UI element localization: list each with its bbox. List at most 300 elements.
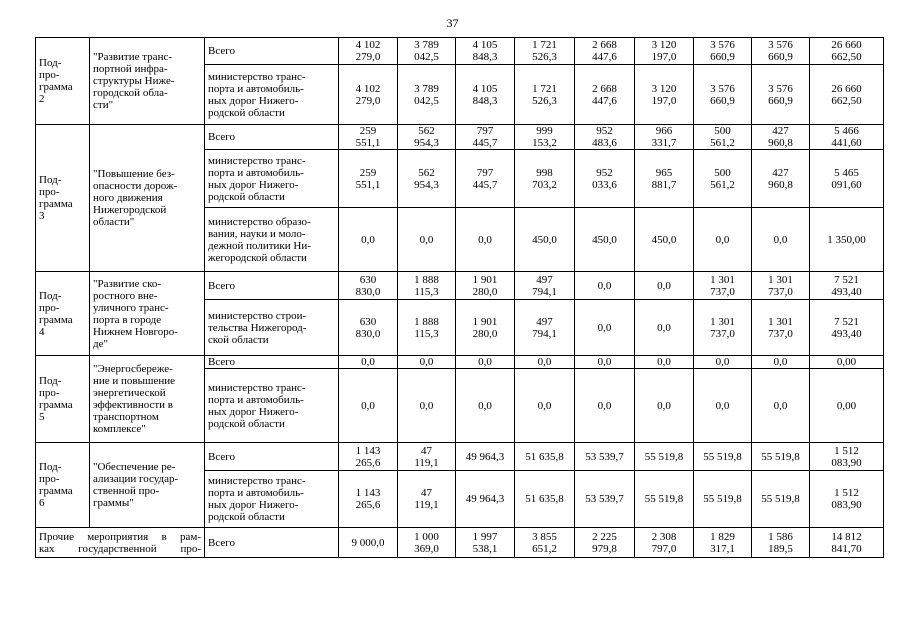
value-line: 441,60 bbox=[831, 137, 862, 149]
value-line: 55 519,8 bbox=[761, 450, 800, 463]
value-cell bbox=[575, 208, 635, 272]
value-line: 1 721 bbox=[532, 82, 557, 95]
value-line: 447,6 bbox=[592, 51, 617, 63]
value-line: 1 888 bbox=[414, 315, 439, 328]
value-line: 119,1 bbox=[414, 499, 439, 511]
value-line: 331,7 bbox=[651, 137, 677, 149]
value-line: 2 308 bbox=[651, 530, 677, 543]
subprogram-label-cell bbox=[36, 125, 90, 272]
value-line: 091,60 bbox=[831, 178, 862, 191]
subprogram-name-line: ственной про- bbox=[93, 485, 160, 497]
value-line: 0,0 bbox=[419, 399, 434, 412]
value-cell bbox=[810, 125, 884, 150]
value-line: 0,0 bbox=[537, 356, 552, 368]
value-cell bbox=[398, 272, 456, 300]
subprogram-name-line: эффективности в bbox=[93, 399, 173, 411]
subprogram-label-line: про- bbox=[39, 473, 60, 485]
value-line: 0,0 bbox=[419, 233, 434, 246]
subprogram-name-line: Нижнем Новгоро- bbox=[93, 325, 178, 338]
value-line: 3 789 bbox=[414, 39, 439, 51]
value-line: 0,0 bbox=[773, 356, 788, 368]
executor-line: Всего bbox=[208, 536, 235, 549]
value-line: 0,0 bbox=[478, 233, 492, 246]
subprogram-name-line: портной инфра- bbox=[93, 63, 168, 75]
value-cell bbox=[752, 272, 810, 300]
value-cell bbox=[398, 443, 456, 471]
subprogram-name-line: порта в городе bbox=[93, 313, 162, 326]
value-line: 562 bbox=[418, 166, 435, 179]
value-line: 26 660 bbox=[831, 82, 862, 95]
value-line: 0,0 bbox=[478, 399, 492, 412]
value-cell bbox=[810, 443, 884, 471]
value-line: 1 901 bbox=[472, 273, 498, 286]
value-cell bbox=[694, 125, 752, 150]
value-line: 483,6 bbox=[592, 137, 617, 149]
value-cell bbox=[635, 125, 694, 150]
value-cell bbox=[635, 369, 694, 443]
value-line: 630 bbox=[359, 273, 377, 286]
value-cell bbox=[752, 300, 810, 356]
value-line: 259 bbox=[359, 125, 377, 137]
executor-line: ской области bbox=[208, 333, 269, 346]
value-line: 265,6 bbox=[355, 456, 381, 469]
subprogram-name-cell bbox=[90, 272, 205, 356]
value-cell bbox=[635, 150, 694, 208]
value-cell bbox=[339, 208, 398, 272]
value-line: 662,50 bbox=[831, 94, 862, 107]
subprogram-label-cell bbox=[36, 272, 90, 356]
value-line: 830,0 bbox=[355, 327, 381, 340]
value-line: 3 855 bbox=[532, 530, 557, 543]
value-cell bbox=[752, 208, 810, 272]
value-line: 189,5 bbox=[768, 542, 793, 555]
value-line: 660,9 bbox=[768, 51, 793, 63]
value-line: 7 521 bbox=[834, 273, 859, 286]
value-cell bbox=[515, 150, 575, 208]
subprogram-name-line: ализации государ- bbox=[93, 473, 179, 485]
value-line: 259 bbox=[359, 166, 377, 179]
value-line: 660,9 bbox=[710, 94, 735, 107]
value-cell bbox=[456, 300, 515, 356]
executor-line: Всего bbox=[208, 131, 235, 143]
value-line: 0,0 bbox=[537, 399, 552, 412]
value-line: 630 bbox=[359, 315, 377, 328]
value-line: 450,0 bbox=[592, 233, 617, 246]
executor-line: родской области bbox=[208, 106, 285, 119]
value-line: 1 000 bbox=[414, 530, 439, 543]
executor-line: Всего bbox=[208, 356, 235, 368]
value-line: 7 521 bbox=[834, 315, 859, 328]
value-line: 445,7 bbox=[472, 137, 498, 149]
executor-cell bbox=[205, 471, 339, 528]
value-cell bbox=[339, 272, 398, 300]
value-cell bbox=[694, 443, 752, 471]
value-cell bbox=[398, 356, 456, 369]
value-line: 49 964,3 bbox=[465, 450, 505, 463]
value-cell bbox=[752, 471, 810, 528]
value-cell bbox=[515, 125, 575, 150]
value-line: 3 576 bbox=[710, 82, 735, 95]
executor-line: ных дорог Нижего- bbox=[208, 178, 299, 191]
value-line: 1 721 bbox=[532, 39, 557, 51]
value-cell bbox=[456, 38, 515, 65]
value-cell bbox=[694, 300, 752, 356]
value-cell bbox=[810, 208, 884, 272]
value-line: 26 660 bbox=[831, 39, 862, 51]
value-line: 279,0 bbox=[355, 51, 381, 63]
value-line: 1 350,00 bbox=[827, 233, 866, 246]
value-cell bbox=[575, 356, 635, 369]
table-row bbox=[36, 443, 884, 471]
value-line: 0,0 bbox=[773, 233, 788, 246]
value-line: 1 143 bbox=[355, 487, 381, 499]
value-cell bbox=[694, 528, 752, 558]
value-line: 119,1 bbox=[414, 456, 439, 469]
value-cell bbox=[810, 528, 884, 558]
value-line: 737,0 bbox=[768, 285, 793, 298]
value-cell bbox=[575, 65, 635, 125]
value-line: 083,90 bbox=[831, 456, 862, 469]
value-line: 0,0 bbox=[773, 399, 788, 412]
value-line: 954,3 bbox=[414, 137, 439, 149]
value-cell bbox=[694, 208, 752, 272]
executor-line: министерство образо- bbox=[208, 215, 311, 228]
value-line: 551,1 bbox=[355, 137, 381, 149]
page-number: 37 bbox=[446, 16, 459, 30]
value-cell bbox=[694, 38, 752, 65]
value-line: 526,3 bbox=[532, 94, 557, 107]
subprogram-name-line: структуры Ниже- bbox=[93, 75, 175, 87]
value-line: 551,1 bbox=[355, 178, 381, 191]
value-line: 737,0 bbox=[710, 285, 735, 298]
value-cell bbox=[694, 356, 752, 369]
value-line: 1 888 bbox=[414, 273, 439, 286]
value-line: 526,3 bbox=[532, 51, 557, 63]
value-line: 2 668 bbox=[592, 39, 617, 51]
value-cell bbox=[456, 471, 515, 528]
value-line: 0,0 bbox=[597, 399, 612, 412]
value-cell bbox=[339, 38, 398, 65]
value-cell bbox=[339, 369, 398, 443]
value-line: 2 225 bbox=[592, 530, 617, 543]
subprogram-name-line: области" bbox=[93, 216, 135, 228]
value-line: 1 301 bbox=[710, 273, 735, 286]
value-line: 53 539,7 bbox=[585, 493, 624, 505]
subprogram-name-cell bbox=[90, 125, 205, 272]
value-cell bbox=[694, 369, 752, 443]
subprogram-name-line: "Развитие транс- bbox=[93, 51, 172, 63]
other-activities-cell bbox=[36, 528, 205, 558]
value-line: 1 143 bbox=[355, 444, 381, 457]
value-line: 2 668 bbox=[592, 82, 617, 95]
subprogram-name-line: комплексе" bbox=[93, 423, 146, 435]
value-cell bbox=[810, 471, 884, 528]
executor-cell bbox=[205, 150, 339, 208]
value-line: 083,90 bbox=[831, 499, 862, 511]
value-line: 999 bbox=[536, 125, 553, 137]
value-line: 3 576 bbox=[710, 39, 735, 51]
value-line: 561,2 bbox=[710, 137, 735, 149]
budget-table-body bbox=[36, 38, 884, 558]
value-line: 497 bbox=[536, 273, 553, 286]
subprogram-label-line: 6 bbox=[39, 497, 45, 509]
table-row bbox=[36, 125, 884, 150]
value-cell bbox=[398, 528, 456, 558]
value-cell bbox=[810, 369, 884, 443]
value-line: 954,3 bbox=[414, 178, 439, 191]
value-line: 841,70 bbox=[831, 542, 862, 555]
subprogram-name-cell bbox=[90, 356, 205, 443]
value-line: 280,0 bbox=[472, 285, 498, 298]
subprogram-label-line: Под- bbox=[39, 57, 62, 69]
value-line: 561,2 bbox=[710, 178, 735, 191]
value-cell bbox=[635, 65, 694, 125]
executor-line: ных дорог Нижего- bbox=[208, 499, 299, 511]
value-cell bbox=[456, 528, 515, 558]
value-line: 703,2 bbox=[532, 178, 557, 191]
subprogram-label-line: 2 bbox=[39, 93, 45, 105]
value-line: 1 901 bbox=[472, 315, 498, 328]
value-line: 966 bbox=[655, 125, 673, 137]
value-line: 53 539,7 bbox=[585, 450, 624, 463]
value-line: 1 829 bbox=[710, 530, 735, 543]
subprogram-label-line: грамма bbox=[39, 485, 73, 497]
subprogram-name-cell bbox=[90, 443, 205, 528]
value-cell bbox=[752, 125, 810, 150]
executor-cell bbox=[205, 125, 339, 150]
subprogram-name-line: ного движения bbox=[93, 192, 163, 204]
value-line: 797 bbox=[476, 166, 494, 179]
subprogram-label-line: грамма bbox=[39, 81, 73, 93]
value-cell bbox=[635, 300, 694, 356]
value-line: 3 576 bbox=[768, 39, 793, 51]
subprogram-label-line: Под- bbox=[39, 461, 62, 473]
value-cell bbox=[635, 272, 694, 300]
value-line: 960,8 bbox=[768, 178, 793, 191]
value-line: 55 519,8 bbox=[644, 450, 684, 463]
value-line: 848,3 bbox=[472, 94, 498, 107]
executor-line: вания, науки и моло- bbox=[208, 227, 306, 240]
value-cell bbox=[575, 528, 635, 558]
value-line: 500 bbox=[714, 125, 731, 137]
value-line: 0,0 bbox=[657, 356, 671, 368]
value-cell bbox=[635, 38, 694, 65]
value-cell bbox=[515, 369, 575, 443]
value-line: 51 635,8 bbox=[525, 450, 564, 463]
executor-line: тельства Нижегород- bbox=[208, 321, 307, 334]
executor-line: министерство транс- bbox=[208, 475, 306, 487]
value-line: 279,0 bbox=[355, 94, 381, 107]
value-line: 0,0 bbox=[657, 321, 671, 334]
value-line: 979,8 bbox=[592, 542, 617, 555]
value-line: 55 519,8 bbox=[703, 493, 742, 505]
value-line: 493,40 bbox=[831, 327, 862, 340]
value-cell bbox=[575, 272, 635, 300]
value-line: 0,0 bbox=[715, 233, 730, 246]
value-line: 1 586 bbox=[768, 530, 793, 543]
executor-line: порта и автомобиль- bbox=[208, 487, 304, 499]
value-line: 797,0 bbox=[651, 542, 677, 555]
value-line: 265,6 bbox=[355, 499, 381, 511]
value-cell bbox=[398, 65, 456, 125]
subprogram-name-line: "Повышение без- bbox=[93, 168, 175, 180]
value-cell bbox=[515, 65, 575, 125]
table-row-other bbox=[36, 528, 884, 558]
value-line: 4 105 bbox=[472, 39, 498, 51]
executor-line: ных дорог Нижего- bbox=[208, 405, 299, 418]
value-line: 1 301 bbox=[768, 273, 793, 286]
subprogram-label-line: про- bbox=[39, 301, 60, 314]
value-cell bbox=[398, 300, 456, 356]
value-line: 427 bbox=[772, 125, 789, 137]
value-cell bbox=[752, 443, 810, 471]
value-cell bbox=[635, 443, 694, 471]
value-line: 3 120 bbox=[651, 39, 677, 51]
value-line: 1 512 bbox=[834, 487, 859, 499]
subprogram-name-line: ростного вне- bbox=[93, 289, 158, 302]
value-line: 9 000,0 bbox=[351, 536, 385, 549]
value-cell bbox=[752, 150, 810, 208]
value-cell bbox=[752, 65, 810, 125]
subprogram-label-line: Под- bbox=[39, 289, 62, 302]
subprogram-name-line: Нижегородской bbox=[93, 204, 167, 216]
executor-line: родской области bbox=[208, 190, 285, 203]
subprogram-label-line: грамма bbox=[39, 198, 73, 210]
executor-line: Всего bbox=[208, 279, 235, 292]
value-cell bbox=[694, 150, 752, 208]
subprogram-name-line: энергетической bbox=[93, 387, 166, 399]
value-cell bbox=[398, 125, 456, 150]
value-line: 5 466 bbox=[834, 125, 859, 137]
value-cell bbox=[515, 300, 575, 356]
subprogram-label-line: Под- bbox=[39, 375, 62, 387]
executor-cell bbox=[205, 38, 339, 65]
value-line: 493,40 bbox=[831, 285, 862, 298]
value-cell bbox=[810, 356, 884, 369]
value-line: 445,7 bbox=[472, 178, 498, 191]
value-line: 3 789 bbox=[414, 82, 439, 95]
subprogram-name-line: граммы" bbox=[93, 497, 134, 509]
executor-cell bbox=[205, 208, 339, 272]
value-line: 952 bbox=[596, 166, 613, 179]
value-cell bbox=[398, 208, 456, 272]
value-line: 0,0 bbox=[597, 321, 612, 334]
value-line: 5 465 bbox=[834, 166, 859, 179]
executor-line: дежной политики Ни- bbox=[208, 239, 311, 252]
subprogram-label-cell bbox=[36, 443, 90, 528]
value-cell bbox=[339, 125, 398, 150]
value-line: 662,50 bbox=[831, 51, 862, 63]
subprogram-name-line: "Энергосбереже- bbox=[93, 363, 173, 375]
executor-line: министерство транс- bbox=[208, 381, 306, 394]
value-cell bbox=[810, 272, 884, 300]
value-line: 0,0 bbox=[657, 279, 671, 292]
value-cell bbox=[810, 150, 884, 208]
value-line: 450,0 bbox=[532, 233, 557, 246]
value-cell bbox=[339, 528, 398, 558]
executor-line: Всего bbox=[208, 45, 235, 57]
subprogram-label-line: Под- bbox=[39, 174, 62, 186]
value-cell bbox=[515, 208, 575, 272]
value-line: 197,0 bbox=[651, 51, 677, 63]
value-cell bbox=[339, 356, 398, 369]
executor-line: министерство строи- bbox=[208, 309, 307, 322]
value-line: 115,3 bbox=[414, 285, 439, 298]
value-line: 3 120 bbox=[651, 82, 677, 95]
value-line: 4 102 bbox=[355, 39, 381, 51]
table-row bbox=[36, 356, 884, 369]
value-cell bbox=[575, 38, 635, 65]
subprogram-label-line: 4 bbox=[39, 325, 45, 338]
value-line: 794,1 bbox=[532, 285, 557, 298]
subprogram-name-line: де" bbox=[93, 337, 108, 350]
value-line: 500 bbox=[714, 166, 731, 179]
value-line: 0,0 bbox=[361, 399, 375, 412]
value-line: 042,5 bbox=[414, 51, 439, 63]
subprogram-label-line: про- bbox=[39, 69, 60, 81]
executor-cell bbox=[205, 272, 339, 300]
value-line: 965 bbox=[655, 166, 673, 179]
value-cell bbox=[456, 65, 515, 125]
value-cell bbox=[456, 208, 515, 272]
value-line: 1 301 bbox=[768, 315, 793, 328]
value-cell bbox=[752, 528, 810, 558]
value-line: 55 519,8 bbox=[703, 450, 742, 463]
subprogram-label-line: грамма bbox=[39, 399, 73, 411]
value-line: 317,1 bbox=[710, 542, 735, 555]
value-line: 4 102 bbox=[355, 82, 381, 95]
subprogram-label-line: про- bbox=[39, 186, 60, 198]
value-line: 797 bbox=[476, 125, 494, 137]
value-cell bbox=[515, 443, 575, 471]
value-cell bbox=[752, 38, 810, 65]
subprogram-name-line: сти" bbox=[93, 99, 114, 111]
value-cell bbox=[694, 272, 752, 300]
value-line: 998 bbox=[536, 166, 553, 179]
value-cell bbox=[456, 443, 515, 471]
subprogram-label-cell bbox=[36, 38, 90, 125]
table-row bbox=[36, 272, 884, 300]
value-line: 0,0 bbox=[715, 399, 730, 412]
value-line: 881,7 bbox=[651, 178, 677, 191]
value-line: 153,2 bbox=[532, 137, 557, 149]
value-cell bbox=[694, 65, 752, 125]
value-cell bbox=[752, 369, 810, 443]
value-line: 0,0 bbox=[478, 356, 492, 368]
value-line: 1 301 bbox=[710, 315, 735, 328]
value-line: 562 bbox=[418, 125, 435, 137]
executor-line: Всего bbox=[208, 450, 235, 463]
value-line: 0,0 bbox=[419, 356, 434, 368]
value-line: 447,6 bbox=[592, 94, 617, 107]
value-line: 280,0 bbox=[472, 327, 498, 340]
value-line: 49 964,3 bbox=[465, 493, 505, 505]
subprogram-label-line: про- bbox=[39, 387, 60, 399]
value-line: 4 105 bbox=[472, 82, 498, 95]
value-cell bbox=[456, 150, 515, 208]
value-line: 830,0 bbox=[355, 285, 381, 298]
value-line: 47 bbox=[421, 444, 432, 457]
subprogram-label-cell bbox=[36, 356, 90, 443]
executor-line: порта и автомобиль- bbox=[208, 82, 304, 95]
value-cell bbox=[635, 208, 694, 272]
value-line: 47 bbox=[421, 487, 432, 499]
value-line: 0,00 bbox=[836, 399, 857, 412]
value-cell bbox=[575, 125, 635, 150]
value-cell bbox=[635, 356, 694, 369]
value-cell bbox=[339, 300, 398, 356]
value-cell bbox=[575, 300, 635, 356]
